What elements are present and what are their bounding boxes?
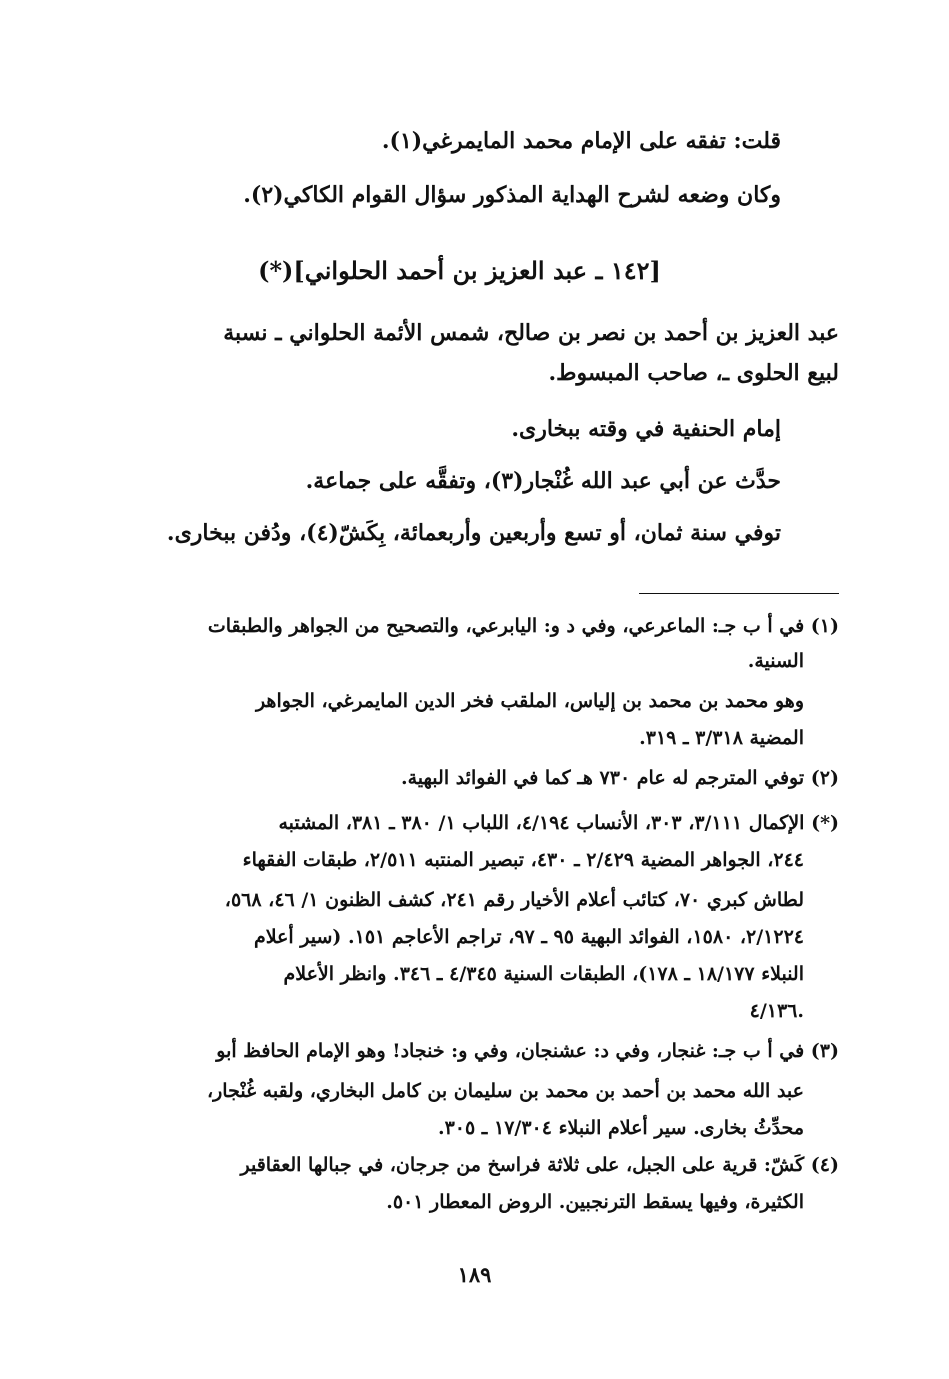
- footnote-line: (٣) في أ ب جـ: غنجار، وفي د: عشنجان، وفي و: خنجاد! وهو الإمام الحافظ أبو: [216, 1040, 839, 1062]
- footnote-line: وهو محمد بن محمد بن إلياس، الملقب فخر الدين المايمرغي، الجواهر: [255, 690, 804, 712]
- body-line-2: وكان وضعه لشرح الهداية المذكور سؤال القوام الكاكي(٢).: [243, 182, 781, 208]
- footnote-line: ٤/١٣٦.: [749, 1000, 804, 1022]
- footnote-separator: [639, 593, 839, 594]
- footnote-line: ٢٤٤، الجواهر المضية ٢/٤٢٩ ـ ٤٣٠، تبصير المنتبه ٢/٥١١، طبقات الفقهاء: [242, 849, 804, 871]
- entry-line-3: إمام الحنفية في وقته ببخارى.: [511, 416, 781, 442]
- footnote-line: السنية.: [747, 650, 804, 672]
- entry-line-2: لبيع الحلوى ـ، صاحب المبسوط.: [548, 360, 839, 386]
- footnote-line: لطاش كبري ٧٠، كتائب أعلام الأخيار رقم ٢٤١، كشف الظنون ١/ ٤٦، ٥٦٨،: [224, 889, 804, 911]
- footnote-line: النبلاء ١٨/١٧٧ ـ ١٧٨)، الطبقات السنية ٤/٣٤٥ ـ ٣٤٦. وانظر الأعلام: [283, 963, 804, 985]
- page-number: ١٨٩: [457, 1262, 492, 1287]
- footnote-line: (١) في أ ب جـ: الماعرعي، وفي د و: اليابرعي، والتصحيح من الجواهر والطبقات: [207, 615, 839, 637]
- footnote-line: ٢/١٢٢٤، ١٥٨٠، الفوائد البهية ٩٥ ـ ٩٧، تراجم الأعاجم ١٥١. (سير أعلام: [253, 926, 804, 948]
- body-line-1: قلت: تفقه على الإمام محمد المايمرغي(١).: [381, 128, 781, 154]
- footnote-line: الكثيرة، وفيها يسقط الترنجبين. الروض المعطار ٥٠١.: [386, 1191, 804, 1213]
- footnote-line: (٤) كَشّ: قرية على الجبل، على ثلاثة فراسخ من جرجان، في جبالها العقاقير: [240, 1154, 839, 1176]
- entry-line-1: عبد العزيز بن أحمد بن نصر بن صالح، شمس الأئمة الحلواني ـ نسبة: [223, 320, 839, 346]
- entry-heading: [١٤٢ ـ عبد العزيز بن أحمد الحلواني](*): [258, 256, 661, 285]
- footnote-line: (*) الإكمال ٣/١١١، ٣٠٣، الأنساب ٤/١٩٤، اللباب ١/ ٣٨٠ ـ ٣٨١، المشتبه: [278, 812, 839, 834]
- footnote-line: عبد الله محمد بن أحمد بن محمد بن سليمان بن كامل البخاري، ولقبه غُنْجار،: [207, 1080, 804, 1102]
- entry-line-4: حدَّث عن أبي عبد الله غُنْجار(٣)، وتفقَّه على جماعة.: [305, 468, 781, 494]
- footnote-line: محدِّثُ بخارى. سير أعلام النبلاء ١٧/٣٠٤ ـ ٣٠٥.: [437, 1117, 804, 1139]
- footnote-line: (٢) توفي المترجم له عام ٧٣٠ هـ كما في الفوائد البهية.: [401, 767, 839, 789]
- footnote-line: المضية ٣/٣١٨ ـ ٣١٩.: [639, 727, 804, 749]
- entry-line-5: توفي سنة ثمان، أو تسع وأربعين وأربعمائة، بِكَشّ(٤)، ودُفن ببخارى.: [166, 520, 781, 546]
